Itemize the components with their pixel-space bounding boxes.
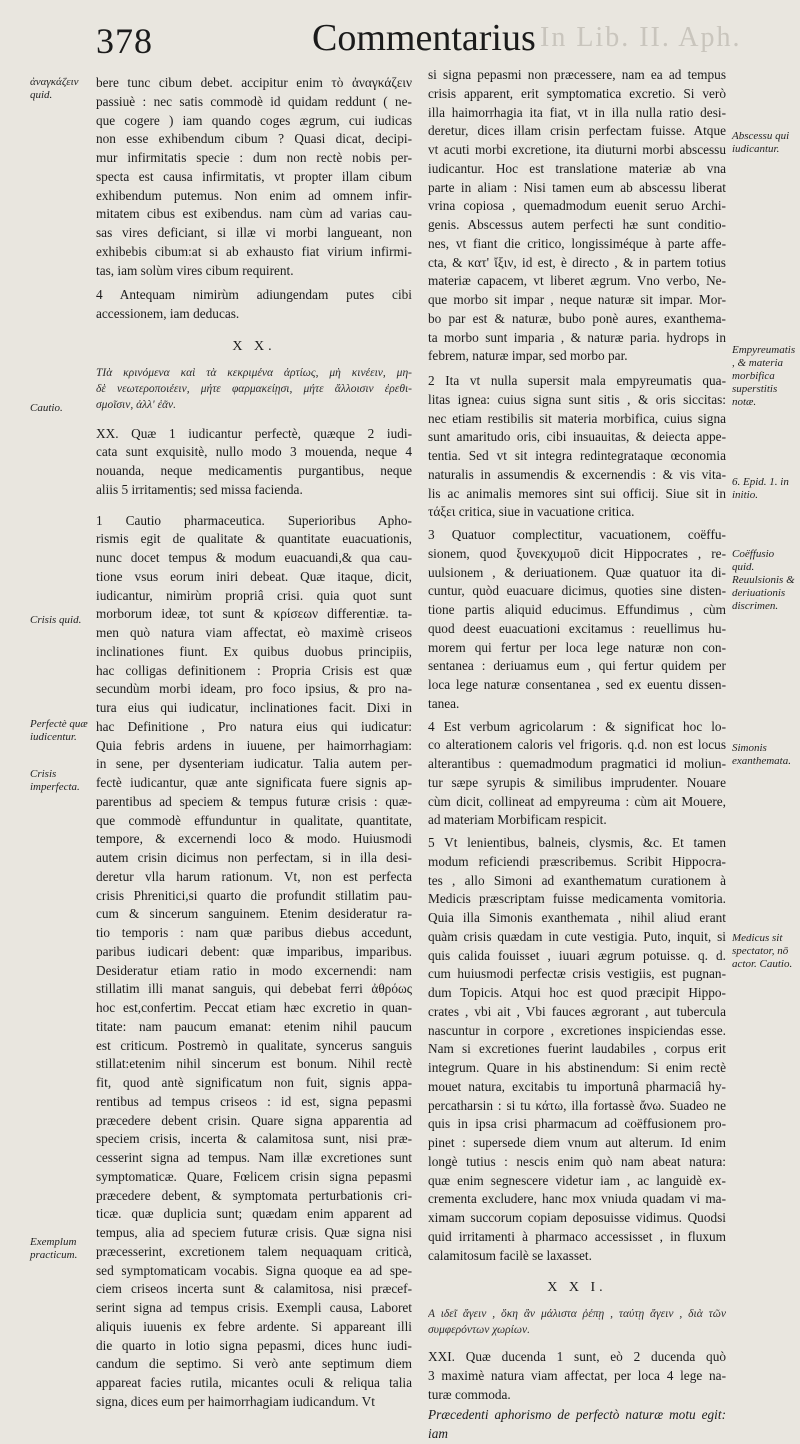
- text-line: cum & sincerum sanguinem. Etenim desideratur ra-: [96, 906, 412, 922]
- text-line: turæ commoda.: [428, 1386, 511, 1402]
- text-line: naturalis in assumendis & excernendis : & vis vita-: [428, 466, 726, 482]
- text-line: συμφερόντων χωρίων.: [428, 1324, 530, 1336]
- text-line: calamitosum facilè se laxasset.: [428, 1247, 592, 1263]
- text-line: deretur, dices illam crisin perfectam fuisse. Atque: [428, 123, 726, 139]
- text-line: dum Topicis. Atqui hoc est quod præcipit Hippo-: [428, 985, 726, 1000]
- text-line: tentia. Sed vt sit integra redintegrataque œconomia: [428, 448, 726, 463]
- text-line: candum die septimo. Si verò ante septimum diem: [96, 1356, 412, 1372]
- text-line: morem qui fertur per loca lege naturæ non con-: [428, 639, 726, 655]
- text-line: hoc est,confertim. Peccat etiam hæc excretio in quan-: [96, 1000, 412, 1015]
- text-line: die quarto in lotio signa pepasmi, dices hunc iudi-: [96, 1337, 412, 1353]
- text-line: hac colligas definitionem : Propria Crisis est quæ: [96, 662, 412, 678]
- text-line: fectè iudicantur, quæ ante significata fuere signis ap-: [96, 775, 412, 790]
- text-line: aliquis iuuenis ex febre ardente. Si appareant illi: [96, 1318, 412, 1334]
- text-line: Nam si excretiones fuerint laudabiles , corpus erit: [428, 1041, 726, 1057]
- text-line: specta est causa infirmitatis, vt propter illam cibum: [96, 168, 412, 184]
- text-line: sed symptomaticam vocabis. Signa quoque ea ad spe-: [96, 1262, 412, 1278]
- text-line: Α ιδεῖ ἄγειν , ὅκη ἂν μάλιστα ῥέπῃ , ταύτῃ ἄγειν , διὰ τῶν: [428, 1308, 726, 1320]
- text-line: quod deest euacuationi excitamus : reuellimus hu-: [428, 620, 726, 636]
- text-line: sunt amaritudo oris, cibi insuauitas, & deiecta appe-: [428, 429, 726, 445]
- text-line: exhibebis cibum:at si ab exhausto fiat virium infirmi-: [96, 243, 412, 259]
- text-line: σμοῖσιν, ἀλλ' ἐᾶν.: [96, 398, 176, 411]
- paragraph: [428, 1348, 726, 1404]
- text-line: appareat facies rutila, micantes oculi & reliqua talia: [96, 1375, 412, 1390]
- bleed-through-text: In Lib. II. Aph.: [540, 22, 742, 53]
- text-line: parentibus ad speciem & tempus futuræ crisis : quæ-: [96, 793, 412, 809]
- text-line: serint signa ad tempus crisis. Exempli causa, Laboret: [96, 1300, 412, 1315]
- text-line: tura eius qui iudicatur, inclinationes facit. Dixi in: [96, 700, 412, 715]
- text-line: litas ignea: cuius signa sunt sitis , & oris siccitas:: [428, 391, 726, 407]
- text-line: quis in ipsa crisi pharmacum ad coëffusionem pro-: [428, 1116, 726, 1132]
- text-line: ciem criseos incerta sunt & calamitosa, nisi præcef-: [96, 1281, 412, 1297]
- paragraph: [428, 66, 726, 366]
- text-line: ta morbo sunt imparia , & naturæ paria. hydrops in: [428, 329, 726, 345]
- text-line: ad materiam Morbificam respicit.: [428, 812, 607, 828]
- text-line: est criticum. Postremò in qualitate, syncerus sanguis: [96, 1037, 412, 1053]
- text-line: Præcedenti aphorismo de perfectò naturæ motu egit:: [428, 1407, 726, 1423]
- text-line: speciem crisis, incerta & calamitosa sunt, nisi præ-: [96, 1131, 412, 1147]
- paragraph: [96, 74, 412, 280]
- margin-note: Coëffusio quid. Reuulsionis & deriuationis discrimen.: [732, 548, 795, 612]
- margin-note: Medicus sit spectator, nō actor. Cautio.: [732, 932, 793, 970]
- text-line: cùm dicit, collineat ad empyreuma : cùm ait Mouere,: [428, 793, 726, 809]
- paragraph: [96, 425, 412, 500]
- text-line: ΤΙὰ κρινόμενα καὶ τὰ κεκριμένα ἀρτίως, μὴ κινέειν, μη-: [96, 366, 412, 379]
- text-line: paribus iudicari debent: quæ imparibus, imparibus.: [96, 943, 412, 959]
- margin-note: Exemplum practicum.: [30, 1236, 78, 1261]
- margin-note: 6. Epid. 1. in initio.: [732, 476, 789, 501]
- greek-aphorism: [428, 1306, 726, 1338]
- text-line: men quò natura viam affectat, eò maximè criseos: [96, 625, 412, 640]
- paragraph: [428, 1406, 726, 1444]
- margin-note: Abscessu qui iudicantur.: [732, 130, 790, 155]
- text-line: tes , allo Simoni ad exanthematum curationem à: [428, 872, 726, 888]
- text-line: bere tunc cibum debet. accipitur enim τὸ ἀναγκάζειν: [96, 75, 412, 90]
- text-line: autem crisin dicimus non perfectam, si in illa desi-: [96, 850, 412, 865]
- right-column: [428, 66, 726, 1444]
- text-line: exhibendum putemus. Non enim ad omnem infir-: [96, 187, 412, 203]
- text-line: nouanda, neque medicamentis purgantibus, neque: [96, 463, 412, 478]
- text-line: quid irritamenti à pharmaco accessisset , in fluxum: [428, 1228, 726, 1244]
- text-line: stillatim illi manat sanguis, qui debebat ferri ἀθρόως: [96, 981, 412, 997]
- text-line: præcedere debent, & symptomata perturbationis cri-: [96, 1187, 412, 1203]
- text-line: crisis apparent, erit symptomatica excretio. Si verò: [428, 85, 726, 101]
- text-line: nes, vt fiant die critico, longissiméque à parte affe-: [428, 235, 726, 251]
- text-line: inclinationes fiunt. Ex quibus duobus principiis,: [96, 643, 412, 659]
- text-line: crisis Phrenitici,si quarto die profundit stillatim pau-: [96, 887, 412, 903]
- text-line: XX. Quæ 1 iudicantur perfectè, quæque 2 iudi-: [96, 425, 412, 441]
- paragraph: [96, 286, 412, 324]
- text-line: præcedere debent crisin. Quare signa apparentia ad: [96, 1112, 412, 1128]
- text-line: iudicantur. Hoc est translatione materiæ ab vna: [428, 160, 726, 176]
- margin-note: ἀναγκάζειν quid.: [30, 76, 79, 101]
- text-line: parte in aliam : Nisi tamen eum ab abscessu liberat: [428, 179, 726, 195]
- text-line: deretur vlla harum rationum. Vt, non est perfecta: [96, 868, 412, 884]
- text-line: loca lege naturæ consentanea , sed ex euentu dissen-: [428, 677, 726, 692]
- text-line: que cogere ) iam quando coges ægrum, cui iudicas: [96, 112, 412, 128]
- running-title: Commentarius: [312, 17, 536, 59]
- text-line: alterantibus : quemadmodum pragmatici id moliun-: [428, 756, 726, 771]
- section-heading: X X.: [232, 338, 276, 354]
- text-line: secundùm morbi ideam, pro foco ipsius, & pro na-: [96, 681, 412, 697]
- text-line: pinet : supersede diem vnum aut alterum. Id enim: [428, 1135, 726, 1150]
- text-line: cesserint signa ad tempus. Nam illæ excretiones sunt: [96, 1150, 412, 1165]
- text-line: sentanea : deriuamus eum , qui fertur quidem per: [428, 658, 726, 674]
- text-line: co alterationem caloris vel frigoris. q.d. non est locus: [428, 737, 726, 753]
- text-line: 3 maximè natura viam affectat, per loca 4 lege na-: [428, 1367, 726, 1383]
- text-line: signa, dices eum per haimorrhagiam iudicandum. Vt: [96, 1393, 375, 1409]
- text-line: tanea.: [428, 695, 460, 711]
- text-line: præcesserint, excretionem talem nequaquam criticà,: [96, 1243, 412, 1259]
- text-line: Medicis præscriptam fuisse medicamenta vomitoria.: [428, 891, 726, 907]
- text-line: uulsionem , & deriuationem. Quæ quatuor ita di-: [428, 564, 726, 580]
- text-line: nascuntur in corpore , excretiones inspiciendas esse.: [428, 1022, 726, 1038]
- text-line: XXI. Quæ ducenda 1 sunt, eò 2 ducenda quò: [428, 1349, 726, 1364]
- margin-note: Empyreumatis , & materia morbifica superstitis notæ.: [732, 344, 796, 408]
- greek-aphorism: [96, 365, 412, 413]
- text-line: δὲ νεωτεροποιέειν, μήτε φαρμακείῃσι, μήτε ἄλλοισιν ἐρεθι-: [96, 382, 412, 395]
- text-line: nunc docet tempus & modum euacuandi,& qua cau-: [96, 550, 412, 565]
- text-line: tur sæpe syrupis & similibus imprudenter. Nouare: [428, 774, 726, 790]
- text-line: modum reficiendi præscribemus. Scribit Hippocra-: [428, 853, 726, 869]
- text-line: accessionem, iam deducas.: [96, 306, 240, 321]
- text-line: cuntur, quòd euacuare dicimus, quoties sine disten-: [428, 583, 726, 599]
- text-line: iudicantur, nimirùm propriâ crisi. quia quot sunt: [96, 587, 412, 603]
- text-line: fit, quod antè significatum non fuit, signis appa-: [96, 1075, 412, 1090]
- text-line: tas, iam solùm vires cibum requirent.: [96, 262, 294, 278]
- paragraph: [428, 526, 726, 714]
- text-line: 2 Ita vt nulla supersit mala empyreumatis qua-: [428, 373, 726, 388]
- text-line: tio temporis : nam quæ paribus diebus accedunt,: [96, 925, 412, 940]
- text-line: vrina copiosa , quemadmodum euenit seruo Archi-: [428, 198, 726, 214]
- text-line: cta, & κατ' ἴξιν, id est, è directo , & in partem totius: [428, 254, 726, 270]
- text-line: longè tutius : nescis enim quò nam abeat natura:: [428, 1153, 726, 1169]
- text-line: passiuè : nec satis commodè id quidam reddunt ( ne-: [96, 93, 412, 109]
- text-line: genis. Abscessus autem perfecti hæ sunt conditio-: [428, 217, 726, 232]
- text-line: aliis 5 irritamentis; sed missa facienda.: [96, 481, 303, 497]
- margin-note: Crisis quid.: [30, 614, 82, 626]
- text-line: mur infirmitatis specie : dum non rectè nobis per-: [96, 150, 412, 165]
- margin-note: Cautio.: [30, 402, 63, 414]
- text-line: Quia febris ardens in iuuene, per haimorrhagiam:: [96, 737, 412, 753]
- text-line: cum huiusmodi perfectæ crisis vestigiis, est pugnan-: [428, 966, 726, 982]
- text-line: integrum. Quare in his abstinendum: Si enim rectè: [428, 1060, 726, 1075]
- text-line: titate: nam paucum emanat: etenim nihil paucum: [96, 1018, 412, 1034]
- section-heading: X X I.: [547, 1280, 607, 1296]
- text-line: quis calida fouisset , iuuari ægrum potuisse. q. d.: [428, 947, 726, 963]
- page-number: 378: [96, 21, 153, 61]
- text-line: si signa pepasmi non præcessere, nam ea ad tempus: [428, 67, 726, 82]
- paragraph: [428, 372, 726, 522]
- text-line: Quia illa Simonis exanthemata , nihil aliud erant: [428, 910, 726, 925]
- text-line: crementa excludere, hanc mox vniuda quadam vi ma-: [428, 1191, 726, 1207]
- text-line: morborum ideæ, tot sunt & κρίσεων differentiæ. ta-: [96, 606, 412, 622]
- text-line: rismis egit de qualitate & quantitate euacuationis,: [96, 531, 412, 547]
- text-line: quæ enim segnescere videtur iam , ac languidè ex-: [428, 1172, 726, 1188]
- text-line: 1 Cautio pharmaceutica. Superioribus Apho-: [96, 512, 412, 528]
- text-line: Desideratur etiam ratio in modo excernendi: nam: [96, 962, 412, 978]
- text-line: percatharsin : si tu κάτω, illa fortassè ἄνω. Suadeo ne: [428, 1097, 726, 1113]
- margin-note: Perfectè quæ iudicentur.: [30, 718, 88, 743]
- text-line: que commodè effunduntur in qualitate, quantitate,: [96, 812, 412, 828]
- text-line: mitatem cibus est exibendus. nam cùm ad varias cau-: [96, 206, 412, 222]
- text-line: illa haimorrhagia ita fiat, vt in illa nulla ratio desi-: [428, 104, 726, 120]
- text-line: bo par est & naturæ, bubo ponè aures, exanthema-: [428, 310, 726, 326]
- text-line: tione vsus eorum iniri debeat. Quæ itaque, dicit,: [96, 568, 412, 584]
- text-line: non esse exhibendum cibum ? Quasi dicat, decipi-: [96, 131, 412, 147]
- text-line: cata sunt exquisitè, nullo modo 3 mouenda, neque 4: [96, 444, 412, 460]
- text-line: 4 Antequam nimirùm adiungendam putes cibi: [96, 287, 412, 303]
- paragraph: [428, 718, 726, 831]
- text-line: τάξει critica, siue in vacuatione critica.: [428, 504, 635, 520]
- text-line: symptomaticæ. Quare, Fœlicem crisin signa pepasmi: [96, 1168, 412, 1184]
- text-line: in sene, per dysenteriam iudicatur. Talia autem per-: [96, 756, 412, 772]
- text-line: nec etiam restibilis sit materia morbifica, cuius signa: [428, 410, 726, 426]
- text-line: tempus, alia ad speciem futuræ crisis. Quæ signa nisi: [96, 1225, 412, 1240]
- text-line: ticæ. quæ duplicia sunt; quædam enim apparent ad: [96, 1206, 412, 1222]
- paragraph: [428, 834, 726, 1265]
- text-line: tione partis aliquid educimus. Effundimus , cùm: [428, 602, 726, 617]
- text-line: quàm crisis quædam in cute vestigia. Puto, inquit, si: [428, 928, 726, 944]
- margin-note: Crisis imperfecta.: [30, 768, 80, 793]
- text-line: rentibus ad tempus criseos : id est, signa pepasmi: [96, 1093, 412, 1109]
- text-line: sionem, quod ξυνεκχυμοῦ dicit Hippocrates , re-: [428, 545, 726, 561]
- text-line: mouet natura, excitabis tu importunâ pharmaciâ hy-: [428, 1078, 726, 1094]
- text-line: que morbo sit impar , neque naturæ sit impar. Mor-: [428, 292, 726, 307]
- margin-note: Simonis exanthemata.: [732, 742, 791, 767]
- text-line: 4 Est verbum agricolarum : & significat hoc lo-: [428, 718, 726, 734]
- left-column: [96, 74, 412, 1412]
- text-line: vt acuti morbi excretione, ita diuturni morbi abscessu: [428, 142, 726, 157]
- text-line: 3 Quatuor complectitur, vacuationem, coëffu-: [428, 527, 726, 542]
- text-line: 5 Vt lenientibus, balneis, clysmis, &c. Et tamen: [428, 835, 726, 850]
- text-line: crates , vbi ait , Vbi fauces ægrorant , aut tubercula: [428, 1003, 726, 1019]
- text-line: iam: [428, 1426, 448, 1441]
- text-line: febrem, naturæ impar, sed morbo par.: [428, 348, 628, 364]
- text-line: hac Definitione , Pro natura eius qui iudicatur:: [96, 718, 412, 734]
- paragraph: [96, 512, 412, 1412]
- text-line: sas vires deficiant, si illæ vi morbi langueant, non: [96, 225, 412, 240]
- text-line: stillat:etenim nihil sincerum est bonum. Nihil rectè: [96, 1056, 412, 1072]
- text-line: lis ac animalis memores sint sui officij. Siue sit in: [428, 485, 726, 501]
- text-line: materiæ capacem, vt liberet ægrum. Vno verbo, Ne-: [428, 273, 726, 289]
- text-line: tempore, & excernendi loco & modo. Huiusmodi: [96, 831, 412, 847]
- text-line: ximam succorum copiam deposuisse vidimus. Quodsi: [428, 1210, 726, 1225]
